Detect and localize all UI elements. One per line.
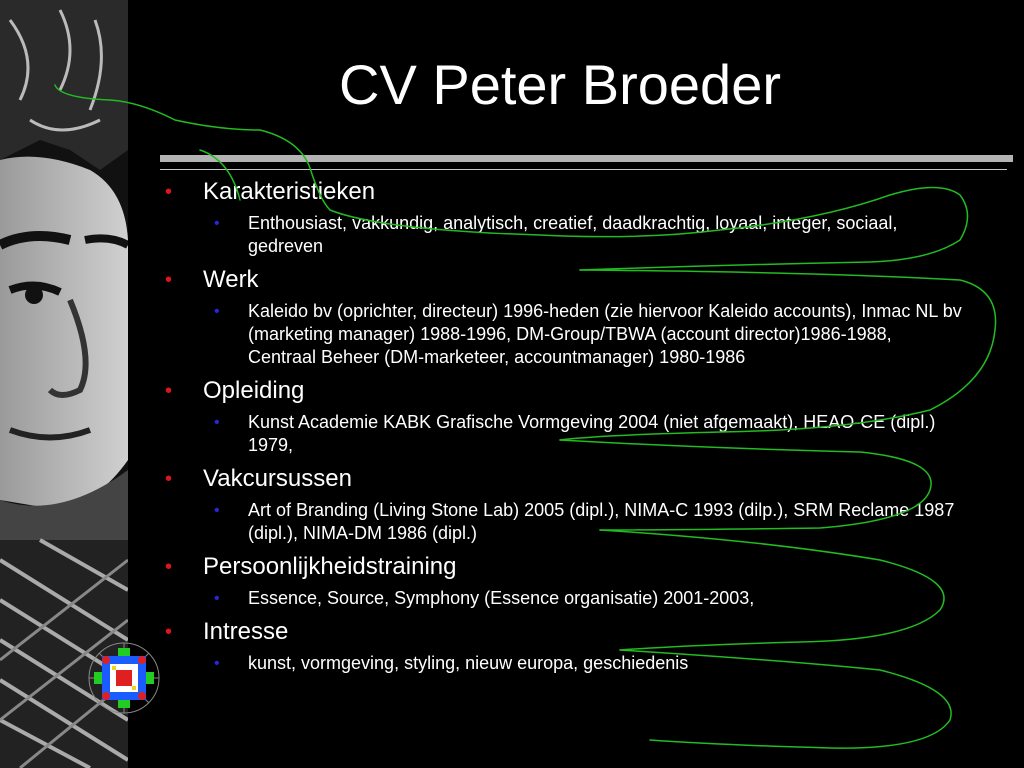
blue-bullet-icon: •: [214, 655, 220, 672]
emblem-logo: [84, 638, 164, 718]
heading-text: Werk: [203, 266, 259, 293]
red-bullet-icon: •: [165, 621, 173, 643]
detail-text: kunst, vormgeving, styling, nieuw europa, geschiedenis: [248, 653, 689, 673]
blue-bullet-icon: •: [214, 590, 220, 607]
heading-text: Persoonlijkheidstraining: [203, 553, 457, 580]
red-bullet-icon: •: [165, 269, 173, 291]
red-bullet-icon: •: [165, 468, 173, 490]
blue-bullet-icon: •: [214, 303, 220, 320]
blue-bullet-icon: •: [214, 502, 220, 519]
blue-bullet-icon: •: [214, 414, 220, 431]
slide-title: CV Peter Broeder: [339, 53, 781, 116]
blue-bullet-icon: •: [214, 215, 220, 232]
red-bullet-icon: •: [165, 556, 173, 578]
detail-text: Enthousiast, vakkundig, analytisch, creatief, daadkrachtig, loyaal, integer, sociaal, gedreven: [248, 213, 898, 256]
detail-text: Essence, Source, Symphony (Essence organisatie) 2001-2003,: [248, 588, 755, 608]
detail-text: Kunst Academie KABK Grafische Vormgeving 2004 (niet afgemaakt), HEAO-CE (dipl.) 1979,: [248, 412, 936, 455]
heading-text: Opleiding: [203, 377, 305, 404]
heading-text: Karakteristieken: [203, 178, 376, 205]
detail-text: Art of Branding (Living Stone Lab) 2005 (dipl.), NIMA-C 1993 (dilp.), SRM Reclame 1987 (dipl.), NIMA-DM 1986 (dipl.): [248, 500, 955, 543]
red-bullet-icon: •: [165, 181, 173, 203]
detail-text: Kaleido bv (oprichter, directeur) 1996-heden (zie hiervoor Kaleido accounts), Inmac NL bv (marketing manager) 1988-1996, DM-Group/TBWA (account director)1986-1988, Centraal Beheer (DM-marketeer, accountmanager) 1980-1986: [248, 301, 962, 367]
red-bullet-icon: •: [165, 380, 173, 402]
heading-text: Vakcursussen: [203, 465, 352, 492]
heading-text: Intresse: [203, 618, 289, 645]
